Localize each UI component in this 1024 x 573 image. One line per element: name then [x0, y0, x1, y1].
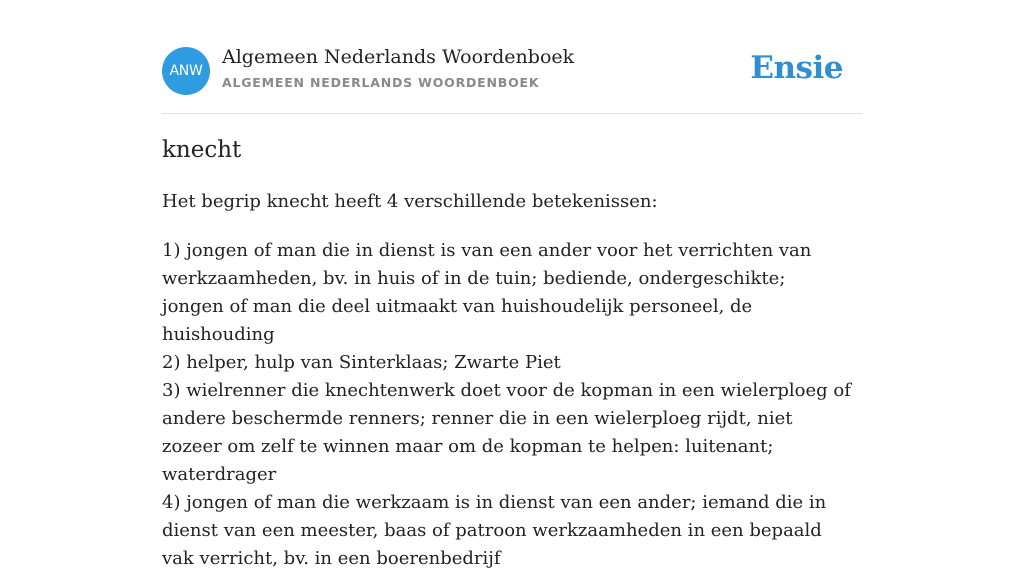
- source-logo[interactable]: ANW: [162, 47, 210, 95]
- source-header: [162, 46, 862, 96]
- entry-word: knecht: [162, 137, 242, 163]
- meaning-item: 4) jongen of man die werkzaam is in dienst van een ander; iemand die in dienst van een meester, baas of patroon werkzaamheden in een bepaald vak verricht, bv. in een boerenbedrijf: [162, 492, 827, 569]
- meanings-list: [162, 237, 852, 573]
- source-subtitle: ALGEMEEN NEDERLANDS WOORDENBOEK: [222, 75, 540, 90]
- ensie-logo[interactable]: Ensie: [750, 50, 843, 86]
- source-title[interactable]: Algemeen Nederlands Woordenboek: [222, 46, 575, 68]
- meaning-item: 3) wielrenner die knechtenwerk doet voor de kopman in een wielerploeg of andere beschermde renners; renner die in een wielerploeg rijdt, niet zozeer om zelf te winnen maar om de kopman te helpen: luitenant; waterdrager: [162, 380, 851, 485]
- meaning-item: 1) jongen of man die in dienst is van een ander voor het verrichten van werkzaamheden, bv. in huis of in de tuin; bediende, ondergeschikte; jongen of man die deel uitmaakt van huishoudelijk personeel, de huishouding: [162, 240, 812, 345]
- entry-intro: Het begrip knecht heeft 4 verschillende betekenissen:: [162, 191, 658, 212]
- header-divider: [162, 113, 862, 114]
- meaning-item: 2) helper, hulp van Sinterklaas; Zwarte Piet: [162, 352, 561, 373]
